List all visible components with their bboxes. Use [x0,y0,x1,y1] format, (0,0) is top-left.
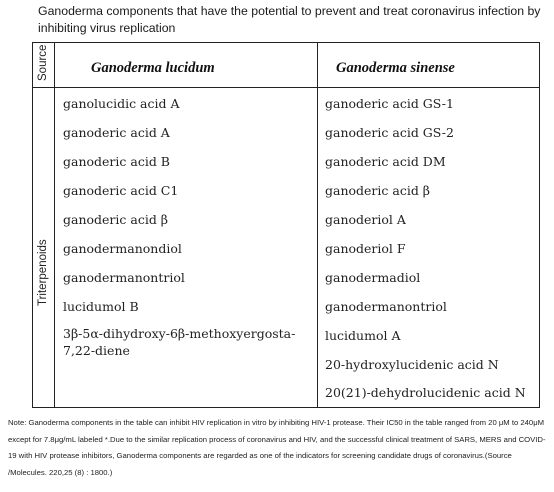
sinense-compound: ganodermanontriol [325,299,447,314]
table-title: Ganoderma components that have the potential to prevent and treat coronavirus infection by inhibiting virus replication [38,4,541,35]
lucidum-compound: ganoderic acid β [63,212,169,227]
header-divider [32,87,540,88]
column-divider-left [54,42,55,408]
sinense-compound: ganoderiol A [325,212,406,227]
lucidum-compound: 3β-5α-dihydroxy-6β-methoxyergosta- [63,326,296,341]
sinense-compound: ganoderic acid GS-2 [325,125,454,140]
sinense-compound: ganoderic acid DM [325,154,446,169]
column-header-sinense: Ganoderma sinense [336,60,455,76]
lucidum-compound: ganoderic acid A [63,125,170,140]
lucidum-compound: lucidumol B [63,299,139,314]
sinense-compound: ganoderic acid GS-1 [325,96,454,111]
sinense-compound: ganoderic acid β [325,183,431,198]
lucidum-compound: 7,22-diene [63,343,130,358]
lucidum-compound: ganodermanontriol [63,270,185,285]
lucidum-compound: ganoderic acid B [63,154,170,169]
column-divider-middle [317,42,318,408]
sinense-compound: ganoderiol F [325,241,406,256]
column-header-lucidum: Ganoderma lucidum [91,60,215,76]
lucidum-compound: ganoderic acid C1 [63,183,179,198]
sinense-compound: 20-hydroxylucidenic acid N [325,357,499,372]
row-label-triterpenoids: Triterpenoids [37,239,49,306]
sinense-compound: ganodermadiol [325,270,421,285]
footnote: Note: Ganoderma components in the table can inhibit HIV replication in vitro by inhibiting HIV-1 protease. Their IC50 in the table ranged from 20 μM to 240μM except for 7.8μg/mL labeled *.Due to the similar replication process of coronavirus and HIV, and the successful clinical treatment of SARS, MERS and COVID-19 with HIV protease inhibitors, Ganoderma components are regarded as one of the indicators for screening candidate drugs of coronavirus.(Source /Molecules. 220,25 (8) : 1800.) [8,418,546,477]
sinense-compound: lucidumol A [325,328,401,343]
source-label: Source [37,44,49,81]
sinense-compound: 20(21)-dehydrolucidenic acid N [325,385,526,400]
lucidum-compound: ganodermanondiol [63,241,182,256]
lucidum-compound: ganolucidic acid A [63,96,180,111]
